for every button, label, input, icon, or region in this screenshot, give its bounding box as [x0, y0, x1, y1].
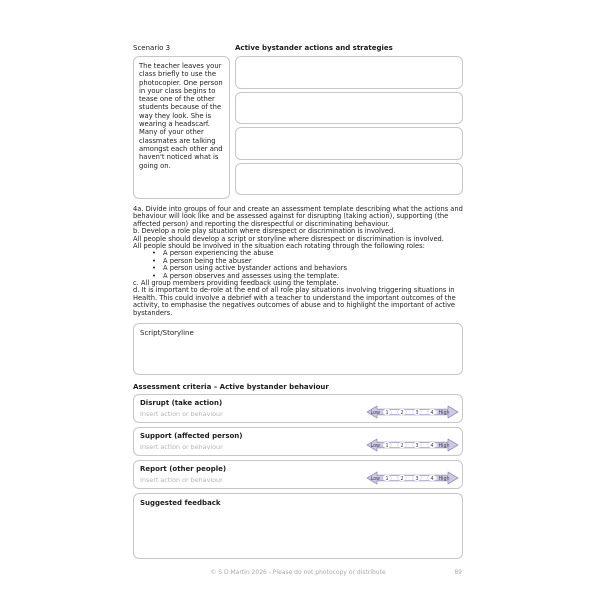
criterion-label: Support (affected person)	[140, 432, 243, 441]
scenario-row	[133, 56, 463, 199]
criterion-box-report[interactable]	[133, 460, 463, 489]
scale-value-3[interactable]: 3	[415, 410, 419, 416]
assessment-criteria-header: Assessment criteria – Active bystander behaviour	[133, 383, 329, 392]
scale-value-2[interactable]: 2	[400, 476, 404, 482]
scenario-title: Scenario 3	[133, 44, 171, 52]
instructions-block	[133, 206, 463, 317]
scale-high-label: High	[438, 477, 450, 483]
scale-value-1[interactable]: 1	[385, 476, 389, 482]
scale-value-4[interactable]: 4	[430, 410, 434, 416]
role-item: • A person using active bystander actions and behaviors	[133, 265, 463, 272]
role-item: • A person being the abuser	[133, 258, 463, 265]
suggested-feedback-box[interactable]	[133, 493, 463, 559]
criterion-box-disrupt[interactable]	[133, 394, 463, 423]
script-storyline-box[interactable]	[133, 323, 463, 375]
roles-list	[133, 250, 463, 280]
role-item: • A person experiencing the abuse	[133, 250, 463, 257]
scale-value-2[interactable]: 2	[400, 443, 404, 449]
actions-column	[235, 56, 463, 199]
criterion-label: Disrupt (take action)	[140, 399, 223, 408]
scale-value-1[interactable]: 1	[385, 410, 389, 416]
scale-high-label: High	[438, 444, 450, 450]
actions-header: Active bystander actions and strategies	[235, 44, 393, 52]
scale-high-label: High	[438, 411, 450, 417]
instruction-step-b: b. Develop a role play situation where disrespect or discrimination is involved.	[133, 227, 396, 236]
rating-scale-disrupt[interactable]	[366, 404, 459, 420]
criterion-placeholder[interactable]: Insert action or behaviour	[140, 443, 223, 452]
rating-scale-report[interactable]	[366, 470, 459, 486]
instruction-note-1: All people should develop a script or storyline where disrespect or discrimination is involved.	[133, 234, 444, 243]
scale-value-4[interactable]: 4	[430, 476, 434, 482]
copyright-text: © S D Martin 2026 - Please do not photocopy or distribute	[210, 569, 386, 576]
criterion-box-support[interactable]	[133, 427, 463, 456]
scale-low-label: Low	[370, 444, 380, 450]
scale-low-label: Low	[370, 411, 380, 417]
scale-value-3[interactable]: 3	[415, 443, 419, 449]
action-box-3[interactable]	[235, 127, 463, 160]
scale-value-4[interactable]: 4	[430, 443, 434, 449]
action-box-4[interactable]	[235, 163, 463, 196]
scale-low-label: Low	[370, 477, 380, 483]
scale-value-2[interactable]: 2	[400, 410, 404, 416]
scale-value-3[interactable]: 3	[415, 476, 419, 482]
instruction-step-c: c. All group members providing feedback using the template.	[133, 279, 339, 288]
script-storyline-label: Script/Storyline	[140, 329, 194, 338]
scale-value-1[interactable]: 1	[385, 443, 389, 449]
role-item: • A person observes and assesses using the template.	[133, 273, 463, 280]
action-box-1[interactable]	[235, 56, 463, 89]
worksheet-page	[133, 44, 463, 559]
suggested-feedback-label: Suggested feedback	[140, 499, 221, 508]
instruction-note-2: All people should be involved in the situation each rotating through the following roles:	[133, 242, 425, 251]
criterion-label: Report (other people)	[140, 465, 227, 474]
page-footer	[133, 569, 463, 576]
page-number: 89	[454, 569, 462, 576]
rating-scale-support[interactable]	[366, 437, 459, 453]
scenario-description-box: The teacher leaves your class briefly to use the photocopier. One person in your class begins to tease one of the other students because of the way they look. She is wearing a headscarf. Many of your other classmates are talking amongst each other and haven't noticed what is going on.	[133, 56, 230, 199]
action-box-2[interactable]	[235, 92, 463, 125]
header-row	[133, 44, 463, 52]
criterion-placeholder[interactable]: Insert action or behaviour	[140, 410, 223, 419]
instruction-step-d: d. It is important to de-role at the end of all role play situations involving triggering situations in Health. This could involve a debrief with a teacher to understand the important outcomes of the activity, to emphasise the negatives outcomes of abuse and to highlight the important of active bystanders.	[133, 286, 456, 317]
instruction-step-4a: 4a. Divide into groups of four and create an assessment template describing what the actions and behaviour will look like and be assessed against for disrupting (taking action), supporting (the affected person) and reporting the disrespectful or discriminating behaviour.	[133, 205, 463, 228]
criterion-placeholder[interactable]: Insert action or behaviour	[140, 476, 223, 485]
